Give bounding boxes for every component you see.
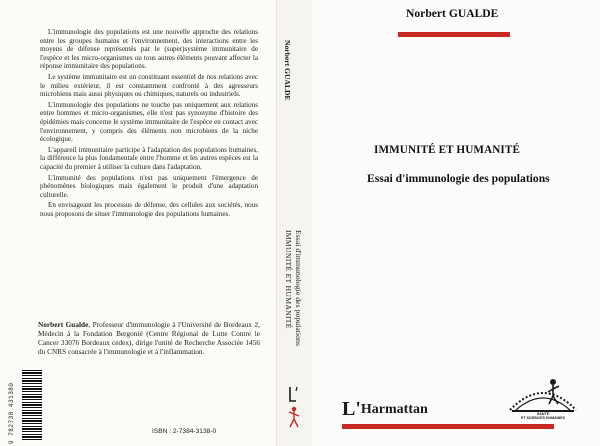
front-author: Norbert GUALDE [406,7,499,20]
spine [276,0,314,446]
collection-line-1: SANTÉ [536,412,550,416]
bio-text: , Professeur d'immunologie à l'Université de Bordeaux 2, Médecin à la Fondation Bergonié (Centre Régional de Lutte Contre le Cancer 33076 Bordeaux cedex), dirige l'unité de Recherche Associée 1456 du CNRS consacrée à l'immunologie et à l'inflammation. [38,320,260,356]
blurb-paragraph: L'immunité des populations n'est pas uniquement l'émergence de phénomènes biologiques mais également le produit d'une adaptation culturelle. [40,173,258,199]
barcode [22,370,42,442]
publisher-logo [342,396,428,419]
spine-subtitle: Essai d'immunologie des populations [294,230,303,346]
collection-logo-icon [506,372,580,432]
back-cover-blurb [40,28,258,220]
publisher-spine-logo-icon [283,385,305,430]
blurb-paragraph: Le système immunitaire est un constituant essentiel de nos relations avec le milieu extérieur, il est constamment confronté à des agresseurs microbiens mais aussi physiques ou chimiques, naturels ou industriels. [40,72,258,99]
bio-author-name: Norbert Gualde [38,320,89,329]
author-bio [38,320,260,356]
book-subtitle: Essai d'immunologie des populations [367,172,550,185]
publisher-initial: L' [342,398,361,420]
spine-title: IMMUNITÉ ET HUMANITÉ [284,230,293,329]
blurb-paragraph: L'appareil immunitaire participe à l'adaptation des populations humaines, la différence la plus fondamentale entre l'homme et les autres espèces est la capacité du premier à utiliser la culture dans l'adaptation. [40,145,258,171]
spine-author: Norbert GUALDE [283,40,292,101]
blurb-paragraph: En envisageant les processus de défense, des cellules aux sociétés, nous nous proposons de situer l'immunologie des populations humaines. [40,201,258,218]
collection-label [507,412,579,421]
book-title: IMMUNITÉ ET HUMANITÉ [374,144,521,156]
blurb-paragraph: L'immunologie des populations est une nouvelle approche des relations entre les groupes humains et l'environnement, des interactions entre les moyens de défense représentés par le (super)système immunitaire de l'espèce et les micro-organismes ou tous autres éléments pouvant affecter la réponse immunitaire des populations. [40,28,258,71]
isbn: ISBN : 2-7384-3138-0 [152,428,217,435]
top-red-bar [398,32,510,37]
blurb-paragraph: L'immunologie des populations ne touche pas uniquement aux relations entre hommes et micro-organismes, elle n'est pas synonyme d'histoire des épidémies mais concerne le système immunitaire de l'espèce en contact avec l'environnement, y compris des éléments non microbiens de la niche écologique. [40,100,258,144]
collection-line-2: ET SCIENCES HUMAINES [520,416,566,421]
publisher-name: Harmattan [360,402,428,417]
barcode-number: 9 782738 431380 [8,382,15,444]
